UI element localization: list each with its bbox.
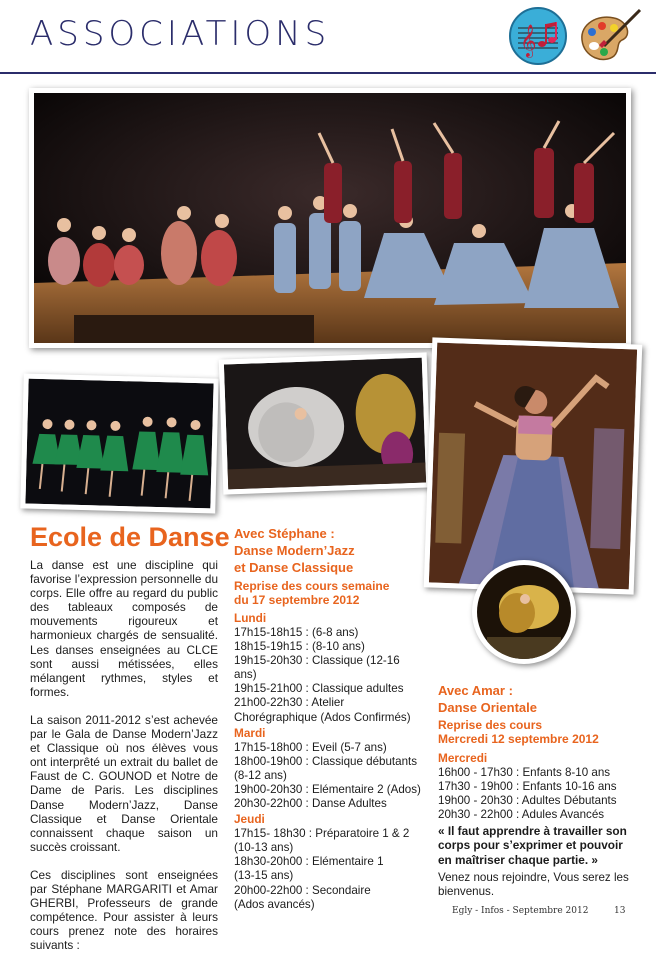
day-label-mardi: Mardi: [234, 725, 266, 740]
stephane-heading-1: Avec Stéphane :: [234, 526, 335, 541]
schedule-line: 20h30-22h00 : Danse Adultes: [234, 797, 387, 811]
amar-schedule: [438, 682, 630, 899]
paint-palette-icon: [574, 6, 644, 68]
veil-dancers-photo: [219, 352, 432, 494]
schedule-line: 18h00-19h00 : Classique débutants: [234, 754, 418, 768]
ballet-stage-photo: [29, 88, 631, 348]
schedule-line: Chorégraphique (Ados Confirmés): [234, 710, 411, 724]
amar-heading-1: Avec Amar :: [438, 683, 513, 698]
schedule-line: 21h00-22h30 : Atelier: [234, 696, 345, 710]
stephane-reprise-2: du 17 septembre 2012: [234, 593, 360, 607]
stephane-heading-3: et Danse Classique: [234, 560, 354, 575]
oriental-dancer-photo: [424, 337, 643, 594]
svg-text:𝄞: 𝄞: [520, 24, 537, 57]
schedule-line: (8-12 ans): [234, 768, 287, 782]
page-title: ASSOCIATIONS: [30, 14, 331, 54]
day-label-lundi: Lundi: [234, 611, 267, 625]
schedule-line: 18h30-20h00 : Elémentaire 1: [234, 855, 384, 869]
schedule-line: 16h00 - 17h30 : Enfants 8-10 ans: [438, 766, 611, 779]
page-number: 13: [614, 906, 626, 916]
green-dancers-photo: [20, 373, 218, 513]
day-label-mercredi: Mercredi: [438, 751, 488, 765]
music-notes-icon: [508, 6, 568, 66]
schedule-line: 19h00 - 20h30 : Adultes Débutants: [438, 794, 617, 808]
schedule-line: 19h15-20h30 : Classique (12-16 ans): [234, 654, 400, 682]
footer-publication: Egly - Infos - Septembre 2012: [452, 906, 589, 916]
intro-paragraph-2: La saison 2011-2012 s’est achevée par le Gala de Danse Modern’Jazz et Classique où nos élèves vous ont interprêté un extrait du ballet de Faust de C. GOUNOD et Notre de Dame de Paris. Les disciplines Danse Modern’Jazz, Danse Classique et Danse Orientale connaissent chaque saison un succès croissant.: [30, 712, 218, 854]
gold-dancer-round-photo: [472, 560, 576, 664]
section-title: Ecole de Danse: [30, 522, 230, 552]
intro-paragraph-3: Ces disciplines sont enseignées par Stéphane MARGARITI et Amar GHERBI, Professeurs de grande compétence. Pour assister à leurs cours prenez note des horaires suivants :: [30, 867, 218, 953]
schedule-line: 17h15- 18h30 : Préparatoire 1 & 2: [234, 827, 410, 841]
schedule-line: 17h30 - 19h00 : Enfants 10-16 ans: [438, 780, 617, 794]
schedule-line: 17h15-18h00 : Eveil (5-7 ans): [234, 740, 387, 754]
stephane-reprise-1: Reprise des cours semaine: [234, 579, 390, 593]
amar-reprise-1: Reprise des cours: [438, 718, 543, 732]
schedule-line: (13-15 ans): [234, 869, 294, 883]
intro-paragraph-1: La danse est une discipline qui favorise l’expression personnelle du corps. Elle offre au regard du public des tableaux composés de mouvements rigoureux et harmonieux chargés de sensualité. Les danses enseignées au CLCE sont aussi métissées, elles mélangent rythmes, styles et formes.: [30, 558, 218, 699]
amar-reprise-2: Mercredi 12 septembre 2012: [438, 732, 599, 746]
amar-heading-2: Danse Orientale: [438, 700, 537, 715]
amar-quote: « Il faut apprendre à travailler son corps pour s’exprimer et pouvoir en maîtriser chaque partie. »: [438, 824, 627, 867]
stephane-heading-2: Danse Modern’Jazz: [234, 543, 355, 558]
schedule-line: 20h00-22h00 : Secondaire: [234, 883, 371, 897]
closing-text: Venez nous rejoindre, Vous serez les bienvenus.: [438, 870, 629, 898]
header-rule: [0, 72, 656, 74]
intro-text: [30, 558, 218, 966]
stephane-schedule: [234, 525, 424, 912]
schedule-line: (10-13 ans): [234, 841, 294, 855]
schedule-line: 19h00-20h30 : Elémentaire 2 (Ados): [234, 782, 421, 796]
schedule-line: (Ados avancés): [234, 897, 315, 911]
schedule-line: 20h30 - 22h00 : Adules Avancés: [438, 808, 605, 822]
schedule-line: 17h15-18h15 : (6-8 ans): [234, 626, 359, 639]
day-label-jeudi: Jeudi: [234, 812, 265, 827]
schedule-line: 18h15-19h15 : (8-10 ans): [234, 640, 365, 654]
schedule-line: 19h15-21h00 : Classique adultes: [234, 682, 404, 696]
